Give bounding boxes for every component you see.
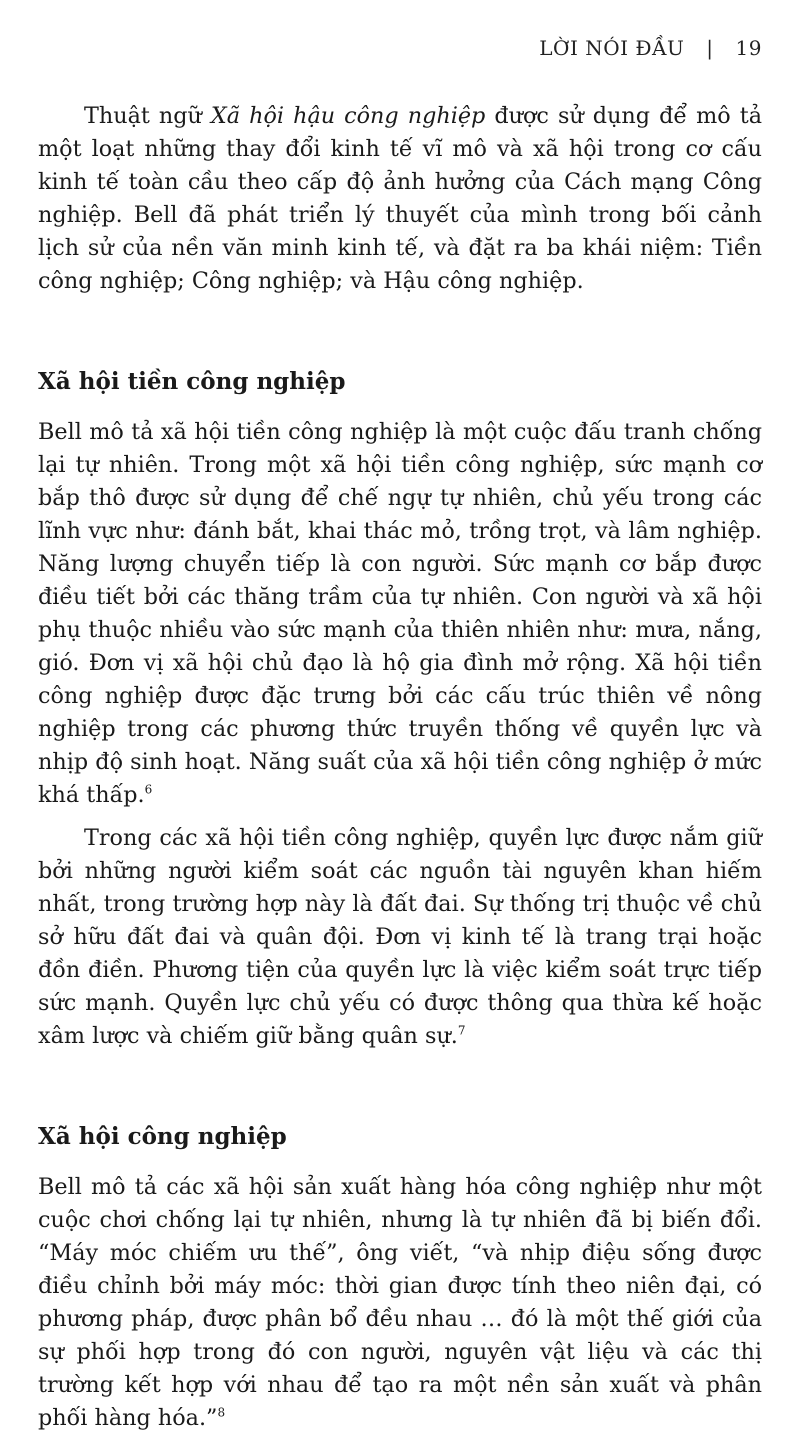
key-term: Xã hội hậu công nghiệp	[210, 103, 486, 129]
intro-paragraph: Thuật ngữ Xã hội hậu công nghiệp được sử dụng để mô tả một loạt những thay đổi kinh tế vĩ mô và xã hội trong cơ cấu kinh tế toàn cầu theo cấp độ ảnh hưởng của Cách mạng Công nghiệp. Bell đã phát triển lý thuyết của mình trong bối cảnh lịch sử của nền văn minh kinh tế, và đặt ra ba khái niệm: Tiền công nghiệp; Công nghiệp; và Hậu công nghiệp.	[38, 103, 762, 294]
footnote-ref-8: 8	[217, 1405, 226, 1420]
section-heading-pre-industrial: Xã hội tiền công nghiệp	[38, 368, 346, 395]
section-heading-industrial: Xã hội công nghiệp	[38, 1123, 287, 1150]
footnote-ref-7: 7	[457, 1023, 466, 1038]
pre-industrial-paragraph-1: Bell mô tả xã hội tiền công nghiệp là một cuộc đấu tranh chống lại tự nhiên. Trong một xã hội tiền công nghiệp, sức mạnh cơ bắp thô được sử dụng để chế ngự tự nhiên, chủ yếu trong các lĩnh vực như: đánh bắt, khai thác mỏ, trồng trọt, và lâm nghiệp. Năng lượng chuyển tiếp là con người. Sức mạnh cơ bắp được điều tiết bởi các thăng trầm của tự nhiên. Con người và xã hội phụ thuộc nhiều vào sức mạnh của thiên nhiên như: mưa, nắng, gió. Đơn vị xã hội chủ đạo là hộ gia đình mở rộng. Xã hội tiền công nghiệp được đặc trưng bởi các cấu trúc thiên về nông nghiệp trong các phương thức truyền thống về quyền lực và nhịp độ sinh hoạt. Năng suất của xã hội tiền công nghiệp ở mức khá thấp.$^6$	[38, 419, 762, 808]
header-separator: |	[706, 36, 714, 60]
footnote-ref-6: 6	[144, 782, 153, 797]
running-header	[539, 36, 762, 60]
page-body	[38, 100, 762, 1435]
page-number: 19	[735, 36, 762, 60]
pre-industrial-paragraph-2: Trong các xã hội tiền công nghiệp, quyền lực được nắm giữ bởi những người kiểm soát các nguồn tài nguyên khan hiếm nhất, trong trường hợp này là đất đai. Sự thống trị thuộc về chủ sở hữu đất đai và quân đội. Đơn vị kinh tế là trang trại hoặc đồn điền. Phương tiện của quyền lực là việc kiểm soát trực tiếp sức mạnh. Quyền lực chủ yếu có được thông qua thừa kế hoặc xâm lược và chiếm giữ bằng quân sự.$^7$	[38, 825, 762, 1049]
chapter-title: LỜI NÓI ĐẦU	[539, 36, 685, 60]
industrial-paragraph-1: Bell mô tả các xã hội sản xuất hàng hóa công nghiệp như một cuộc chơi chống lại tự nhiên, nhưng là tự nhiên đã bị biến đổi. “Máy móc chiếm ưu thế”, ông viết, “và nhịp điệu sống được điều chỉnh bởi máy móc: thời gian được tính theo niên đại, có phương pháp, được phân bổ đều nhau … đó là một thế giới của sự phối hợp trong đó con người, nguyên vật liệu và các thị trường kết hợp với nhau để tạo ra một nền sản xuất và phân phối hàng hóa.”$^8$	[38, 1174, 762, 1431]
